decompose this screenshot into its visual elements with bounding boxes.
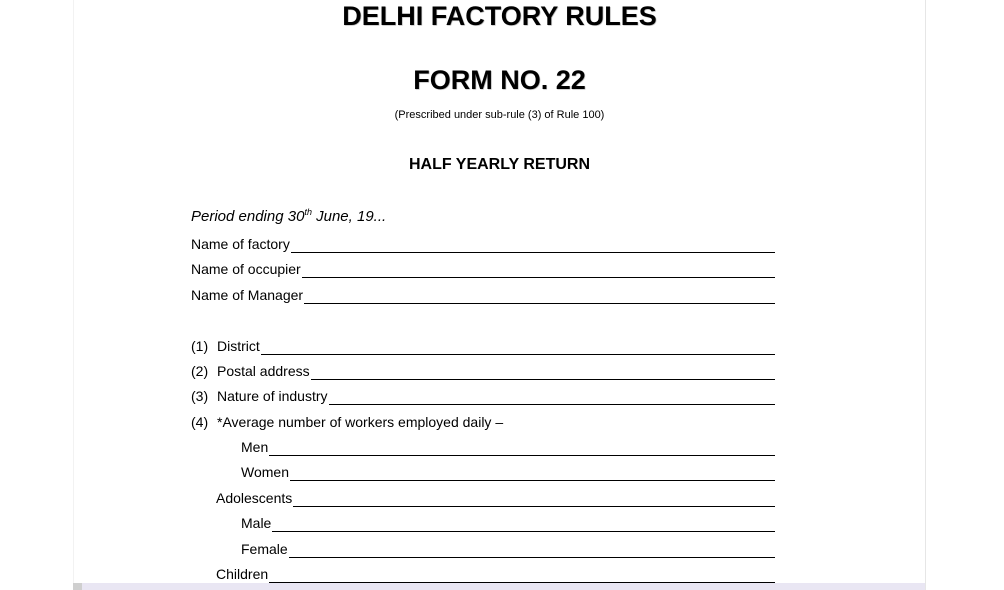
scrollbar-corner	[73, 583, 82, 590]
workers-female	[241, 540, 775, 558]
workers-male	[241, 514, 775, 532]
item-district-number: (1)	[191, 338, 209, 354]
field-factory	[191, 235, 775, 253]
item-nature-of-industry	[191, 387, 775, 405]
workers-children-line[interactable]	[269, 567, 775, 583]
right-margin	[926, 0, 1004, 590]
field-factory-line[interactable]	[291, 237, 775, 253]
workers-male-line[interactable]	[272, 516, 775, 532]
item-workers-number: (4)	[191, 414, 209, 430]
workers-women-line[interactable]	[290, 465, 775, 481]
field-occupier	[191, 260, 775, 278]
field-occupier-line[interactable]	[302, 262, 775, 278]
item-industry-number: (3)	[191, 388, 209, 404]
horizontal-scrollbar[interactable]	[82, 583, 925, 590]
workers-men-label: Men	[241, 439, 269, 455]
item-postal-line[interactable]	[311, 364, 775, 380]
return-title: HALF YEARLY RETURN	[408, 156, 591, 173]
item-postal-number: (2)	[191, 363, 209, 379]
item-workers-label: *Average number of workers employed daily –	[217, 414, 504, 430]
item-postal-label: Postal address	[217, 363, 310, 379]
field-factory-label: Name of factory	[191, 236, 290, 252]
field-manager-label: Name of Manager	[191, 287, 304, 303]
document-page	[74, 0, 925, 590]
period-prefix: Period ending 30	[191, 208, 305, 225]
workers-female-label: Female	[241, 541, 288, 557]
item-workers	[191, 413, 775, 431]
workers-women	[241, 463, 775, 481]
item-district-line[interactable]	[261, 339, 775, 355]
item-industry-line[interactable]	[329, 389, 776, 405]
workers-women-label: Women	[241, 464, 289, 480]
left-margin	[0, 0, 73, 590]
item-postal-address	[191, 362, 775, 380]
workers-children	[216, 565, 775, 583]
item-industry-label: Nature of industry	[217, 388, 328, 404]
field-manager-line[interactable]	[304, 288, 775, 304]
field-occupier-label: Name of occupier	[191, 261, 301, 277]
workers-female-line[interactable]	[289, 542, 775, 558]
period-ending	[191, 208, 386, 226]
workers-adolescents	[216, 489, 775, 507]
form-number: FORM NO. 22	[413, 65, 586, 95]
workers-male-label: Male	[241, 515, 272, 531]
item-district-label: District	[217, 338, 260, 354]
period-ordinal: th	[304, 207, 312, 217]
form-subtitle: (Prescribed under sub-rule (3) of Rule 100)	[394, 109, 605, 121]
workers-children-label: Children	[216, 566, 269, 582]
workers-men-line[interactable]	[269, 440, 775, 456]
workers-adolescents-label: Adolescents	[216, 490, 293, 506]
field-manager	[191, 286, 775, 304]
item-district	[191, 337, 775, 355]
workers-men	[241, 438, 775, 456]
document-title: DELHI FACTORY RULES	[342, 1, 657, 31]
period-rest: June, 19...	[311, 208, 387, 225]
workers-adolescents-line[interactable]	[293, 491, 775, 507]
